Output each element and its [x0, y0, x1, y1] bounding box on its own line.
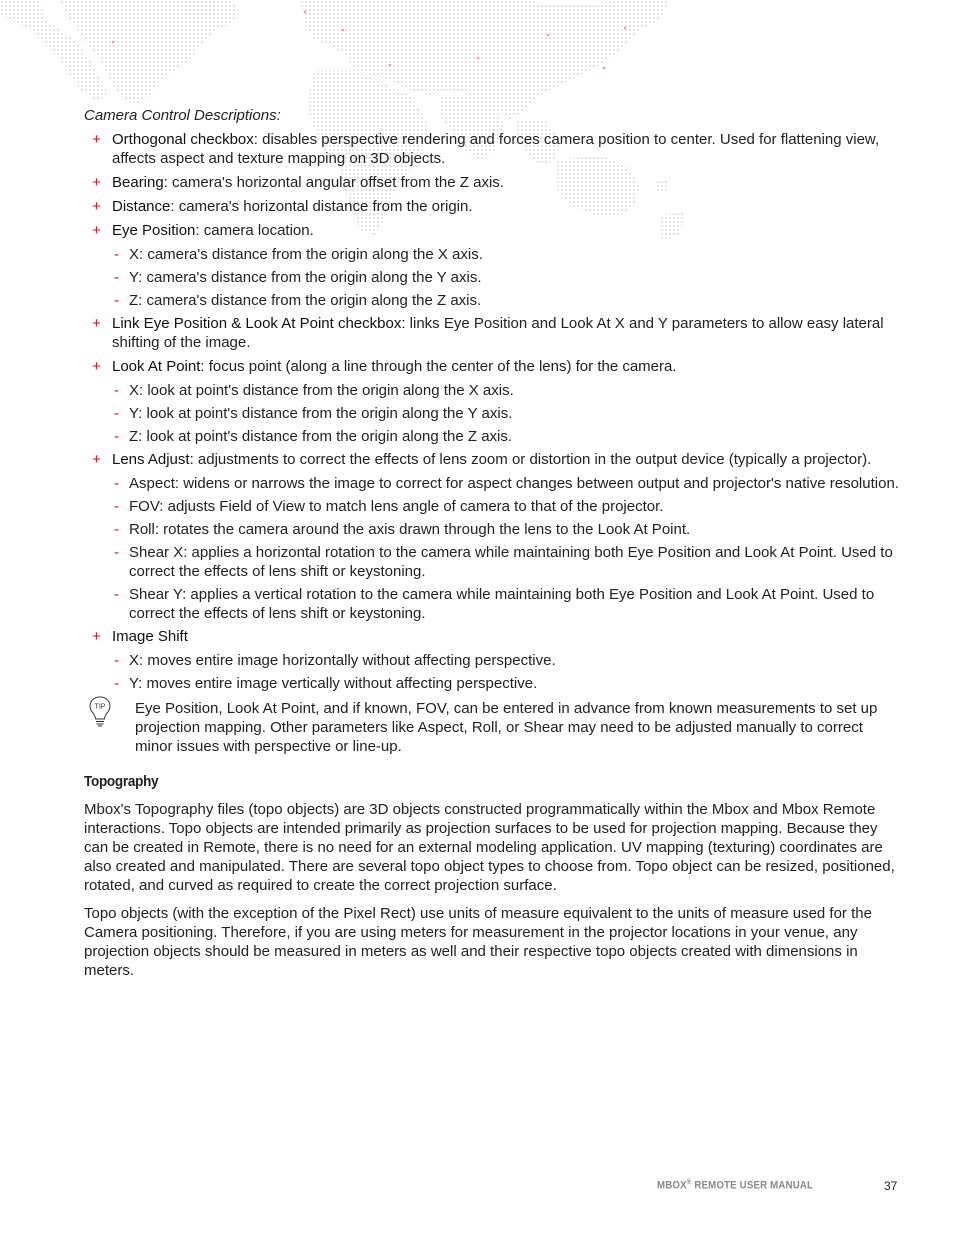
list-item-term: Orthogonal checkbox: [112, 131, 254, 148]
plus-bullet-icon: +: [92, 198, 101, 215]
list-item-description: : camera's horizontal angular offset from the Z axis.: [163, 174, 504, 191]
sub-list-item-text: X: look at point's distance from the origin along the X axis.: [129, 382, 514, 399]
dash-bullet-icon: -: [114, 475, 119, 492]
sub-list-item: [84, 427, 899, 446]
list-item-term: Look At Point: [112, 358, 201, 375]
dash-bullet-icon: -: [114, 269, 119, 286]
dash-bullet-icon: -: [114, 521, 119, 538]
sub-list-item: [84, 651, 899, 670]
dash-bullet-icon: -: [114, 498, 119, 515]
tip-icon-label: TIP: [94, 703, 106, 711]
list-item-term: Lens Adjust: [112, 451, 190, 468]
tip-callout: [84, 699, 899, 756]
list-item: [84, 221, 899, 240]
plus-bullet-icon: +: [92, 628, 101, 645]
sub-list-item: [84, 474, 899, 493]
plus-bullet-icon: +: [92, 131, 101, 148]
sub-list-item: [84, 543, 899, 581]
dash-bullet-icon: -: [114, 675, 119, 692]
section-heading-topography: Topography: [84, 773, 159, 790]
camera-control-list: [84, 130, 899, 693]
sub-list-item-text: Shear X: applies a horizontal rotation to the camera while maintaining both Eye Position and Look At Point. Used to correct the effects of lens shift or keystoning.: [129, 544, 893, 580]
sub-list-item: [84, 268, 899, 287]
dash-bullet-icon: -: [114, 405, 119, 422]
dash-bullet-icon: -: [114, 586, 119, 603]
list-item: [84, 314, 899, 352]
sub-list-item: [84, 585, 899, 623]
list-item: [84, 450, 899, 469]
list-item-term: Image Shift: [112, 628, 188, 645]
dash-bullet-icon: -: [114, 428, 119, 445]
sub-list-item-text: X: camera's distance from the origin along the X axis.: [129, 246, 483, 263]
sub-list-item: [84, 674, 899, 693]
topography-paragraph-2: Topo objects (with the exception of the Pixel Rect) use units of measure equivalent to the units of measure used for the Camera positioning. Therefore, if you are using meters for measurement in the projector locations in your venue, any projection objects should be measured in meters as well and their respective topo objects created with dimensions in meters.: [84, 905, 872, 979]
dash-bullet-icon: -: [114, 544, 119, 561]
plus-bullet-icon: +: [92, 451, 101, 468]
sub-list-item-text: Z: look at point's distance from the origin along the Z axis.: [129, 428, 513, 445]
sub-list-item: [84, 291, 899, 310]
sub-list-item: [84, 404, 899, 423]
list-item-term: Distance: [112, 198, 171, 215]
page-content: [84, 106, 899, 989]
sub-list-item-text: Z: camera's distance from the origin along the Z axis.: [129, 292, 482, 309]
sub-list-item-text: Roll: rotates the camera around the axis drawn through the lens to the Look At Point.: [129, 521, 691, 538]
tip-lightbulb-icon: [88, 695, 112, 729]
plus-bullet-icon: +: [92, 222, 101, 239]
list-item-description: : camera's horizontal distance from the origin.: [170, 198, 473, 215]
list-item-term: Link Eye Position & Look At Point checkbox: [112, 315, 402, 332]
list-item: [84, 197, 899, 216]
sub-list-item-text: Y: camera's distance from the origin along the Y axis.: [129, 269, 482, 286]
list-item-description: : adjustments to correct the effects of lens zoom or distortion in the output device (typically a projector).: [189, 451, 872, 468]
dash-bullet-icon: -: [114, 652, 119, 669]
sub-list-item-text: Shear Y: applies a vertical rotation to the camera while maintaining both Eye Position and Look At Point. Used to correct the effects of lens shift or keystoning.: [129, 586, 875, 622]
sub-list-item-text: Aspect: widens or narrows the image to correct for aspect changes between output and projector's native resolution.: [129, 475, 899, 492]
list-item: [84, 357, 899, 376]
list-item-description: : links Eye Position and Look At X and Y parameters to allow easy lateral shifting of the image.: [112, 315, 884, 351]
plus-bullet-icon: +: [92, 358, 101, 375]
list-item-description: : disables perspective rendering and forces camera position to center. Used for flattening view, affects aspect and texture mapping on 3D objects.: [112, 131, 880, 167]
list-item: [84, 130, 899, 168]
page-number: 37: [884, 1179, 898, 1193]
list-item-term: Bearing: [112, 174, 164, 191]
dash-bullet-icon: -: [114, 246, 119, 263]
plus-bullet-icon: +: [92, 315, 101, 332]
plus-bullet-icon: +: [92, 174, 101, 191]
sub-list-item-text: X: moves entire image horizontally without affecting perspective.: [129, 652, 556, 669]
sub-list-item: [84, 245, 899, 264]
list-item: [84, 627, 899, 646]
sub-list-item: [84, 497, 899, 516]
list-item-description: : camera location.: [195, 222, 314, 239]
sub-list-item-text: Y: look at point's distance from the origin along the Y axis.: [129, 405, 513, 422]
sub-list-item-text: Y: moves entire image vertically without affecting perspective.: [129, 675, 538, 692]
list-item: [84, 173, 899, 192]
tip-text: Eye Position, Look At Point, and if known, FOV, can be entered in advance from known measurements to set up projection mapping. Other parameters like Aspect, Roll, or Shear may need to be adjusted manually to correct minor issues with perspective or line-up.: [135, 700, 878, 755]
sub-list-item: [84, 381, 899, 400]
sub-list-item-text: FOV: adjusts Field of View to match lens angle of camera to that of the projector.: [129, 498, 664, 515]
topography-paragraph-1: Mbox's Topography files (topo objects) are 3D objects constructed programmatically within the Mbox and Mbox Remote interactions. Topo objects are intended primarily as projection surfaces to be used for projection mapping. Because they can be created in Remote, there is no need for an external modeling application. UV mapping (texturing) coordinates are also created and manipulated. There are several topo object types to choose from. Topo object can be resized, positioned, rotated, and curved as required to create the correct projection surface.: [84, 801, 895, 894]
dash-bullet-icon: -: [114, 292, 119, 309]
dash-bullet-icon: -: [114, 382, 119, 399]
list-item-term: Eye Position: [112, 222, 196, 239]
list-item-description: : focus point (along a line through the center of the lens) for the camera.: [200, 358, 677, 375]
camera-control-intro: Camera Control Descriptions:: [84, 107, 281, 124]
footer-manual-title: MBOX® REMOTE USER MANUAL: [657, 1179, 814, 1192]
sub-list-item: [84, 520, 899, 539]
